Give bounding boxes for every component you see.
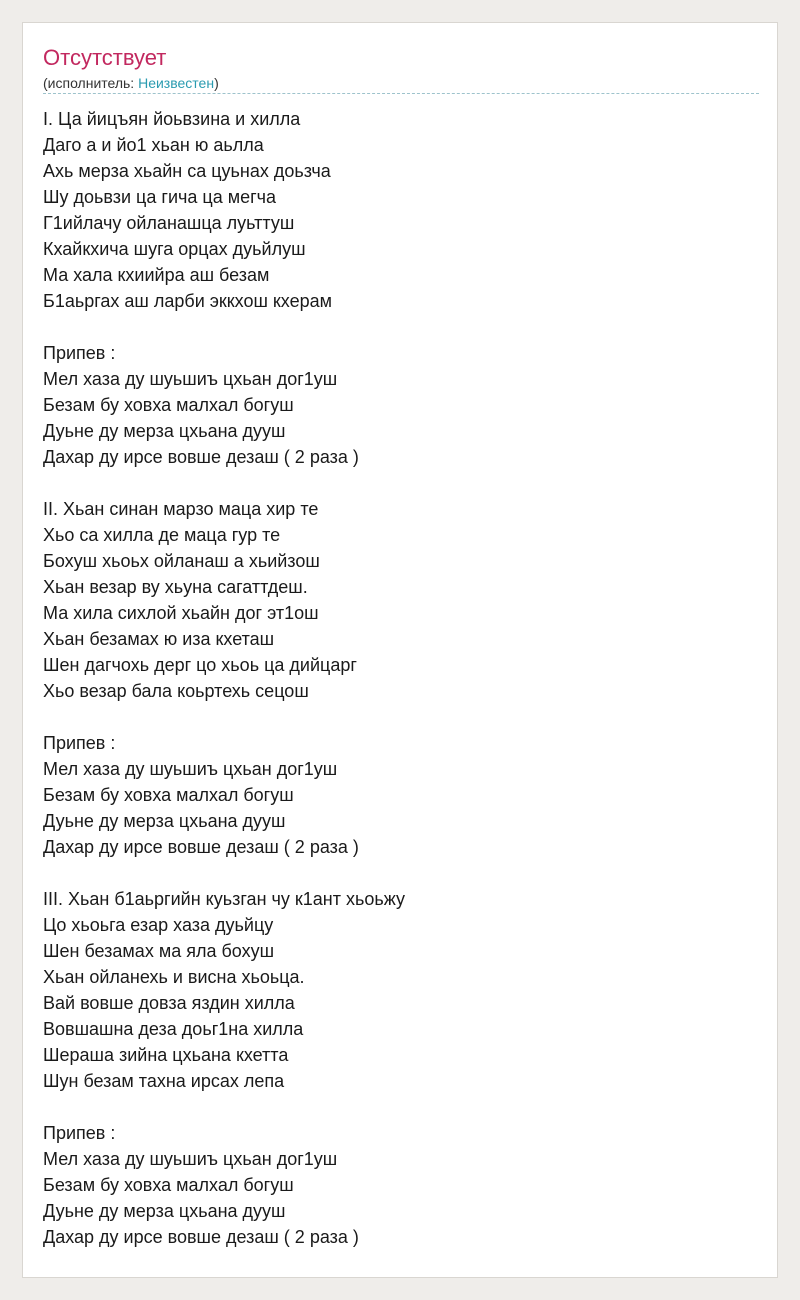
lyrics-line: Дахар ду ирсе вовше дезаш ( 2 раза )	[43, 447, 359, 467]
lyrics-line: Хьо са хилла де маца гур те	[43, 525, 281, 545]
lyrics-blank-line	[43, 704, 759, 730]
lyrics-line: Хьан ойланехь и висна хьоьца.	[43, 967, 305, 987]
artist-suffix: )	[214, 75, 219, 91]
lyrics-line: Бохуш хьоьх ойланаш а хьийзош	[43, 551, 320, 571]
lyrics-line: Шун безам тахна ирсах лепа	[43, 1071, 285, 1091]
lyrics-line: Б1аьргах аш ларби эккхош кхерам	[43, 291, 333, 311]
lyrics-line: I. Ца йицъян йоьвзина и хилла	[43, 109, 301, 129]
lyrics-blank-line	[43, 1094, 759, 1120]
lyrics-line: Хьо везар бала коьртехь сецош	[43, 681, 309, 701]
lyrics-line: Дуьне ду мерза цхьана дууш	[43, 811, 286, 831]
lyrics-line: Припев :	[43, 1123, 116, 1143]
lyrics-line: Шен дагчохь дерг цо хьоь ца дийцарг	[43, 655, 357, 675]
lyrics-line: Цо хьоьга езар хаза дуьйцу	[43, 915, 274, 935]
lyrics-line: Г1ийлачу ойланашца луьттуш	[43, 213, 295, 233]
lyrics-line: Шу доьвзи ца гича ца мегча	[43, 187, 277, 207]
lyrics-blank-line	[43, 470, 759, 496]
artist-link[interactable]: Неизвестен	[138, 75, 215, 91]
lyrics-line: Ма хила сихлой хьайн дог эт1ош	[43, 603, 319, 623]
lyrics-blank-line	[43, 860, 759, 886]
lyrics-line: Шераша зийна цхьана кхетта	[43, 1045, 289, 1065]
song-title: Отсутствует	[43, 45, 167, 70]
lyrics-line: Хьан везар ву хьуна сагаттдеш.	[43, 577, 308, 597]
title-divider	[43, 93, 759, 94]
lyrics-line: II. Хьан синан марзо маца хир те	[43, 499, 319, 519]
artist-prefix: (исполнитель:	[43, 75, 139, 91]
lyrics-line: Ма хала кхиийра аш безам	[43, 265, 270, 285]
artist-line	[43, 74, 219, 92]
lyrics-line: Припев :	[43, 343, 116, 363]
lyrics-line: Дуьне ду мерза цхьана дууш	[43, 1201, 286, 1221]
lyrics-card	[22, 22, 778, 1278]
lyrics-line: Дуьне ду мерза цхьана дууш	[43, 421, 286, 441]
lyrics-line: Шен безамах ма яла бохуш	[43, 941, 275, 961]
lyrics-line: Хьан безамах ю иза кхеташ	[43, 629, 275, 649]
lyrics-line: Ахь мерза хьайн са цуьнах доьзча	[43, 161, 331, 181]
lyrics-line: Припев :	[43, 733, 116, 753]
lyrics-line: Вовшашна деза доьг1на хилла	[43, 1019, 304, 1039]
lyrics-line: Дахар ду ирсе вовше дезаш ( 2 раза )	[43, 1227, 359, 1247]
lyrics-line: Даго а и йо1 хьан ю аьлла	[43, 135, 264, 155]
lyrics-line: Кхайкхича шуга орцах дуьйлуш	[43, 239, 306, 259]
lyrics-line: Мел хаза ду шуьшиъ цхьан дог1уш	[43, 1149, 338, 1169]
lyrics-line: III. Хьан б1аьргийн куьзган чу к1ант хьоьжу	[43, 889, 405, 909]
lyrics-line: Безам бу ховха малхал богуш	[43, 1175, 294, 1195]
lyrics-blank-line	[43, 314, 759, 340]
lyrics-line: Безам бу ховха малхал богуш	[43, 395, 294, 415]
lyrics-line: Дахар ду ирсе вовше дезаш ( 2 раза )	[43, 837, 359, 857]
lyrics-line: Безам бу ховха малхал богуш	[43, 785, 294, 805]
lyrics-line: Мел хаза ду шуьшиъ цхьан дог1уш	[43, 369, 338, 389]
lyrics-line: Вай вовше довза яздин хилла	[43, 993, 295, 1013]
lyrics-line: Мел хаза ду шуьшиъ цхьан дог1уш	[43, 759, 338, 779]
lyrics-text	[43, 106, 759, 1250]
